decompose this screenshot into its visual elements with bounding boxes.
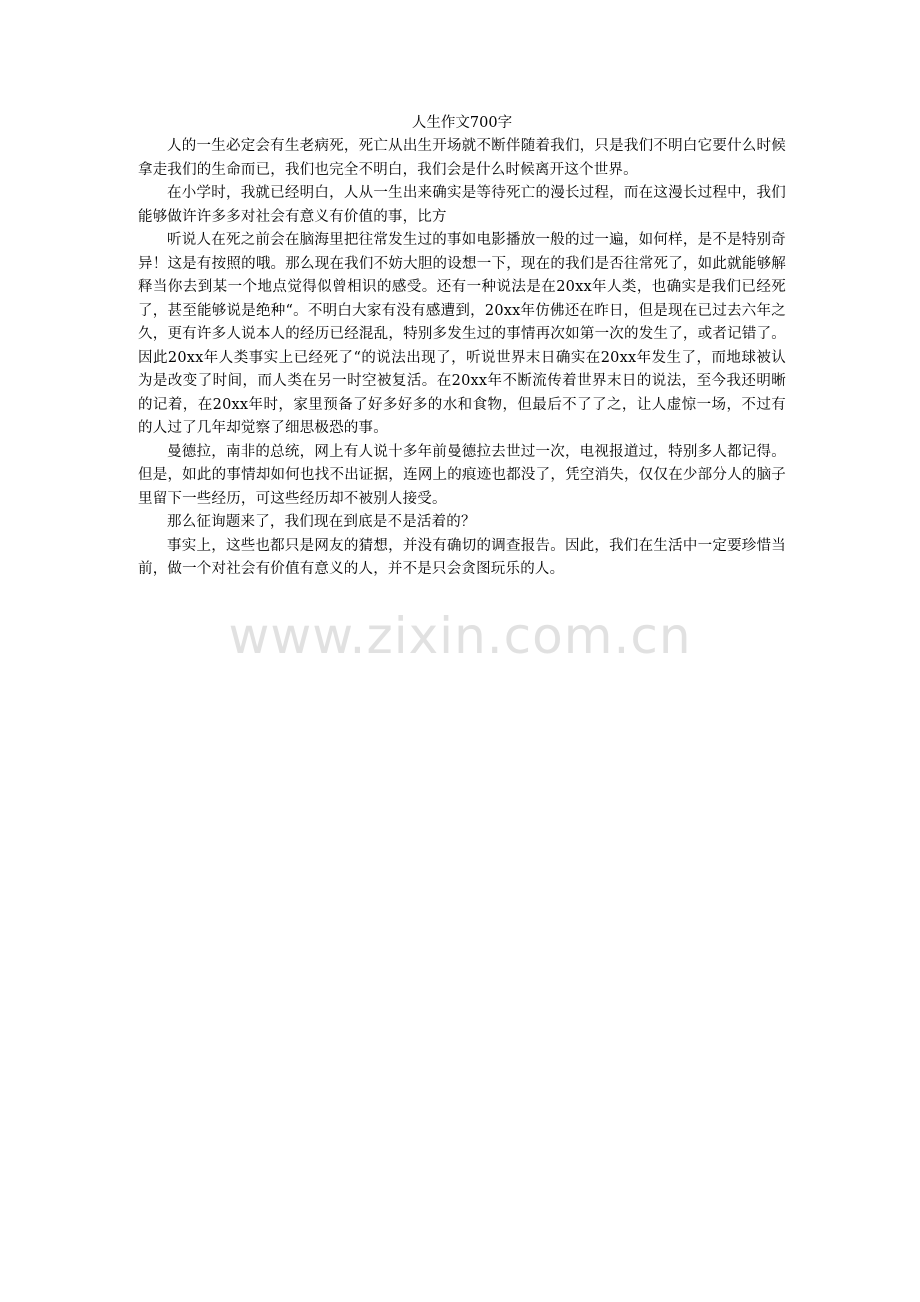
watermark: www.zixin.com.cn (228, 607, 692, 665)
document-body (138, 112, 786, 582)
paragraph-1: 人的一生必定会有生老病死，死亡从出生开场就不断伴随着我们，只是我们不明白它要什么时候拿走我们的生命而已，我们也完全不明白，我们会是什么时候离开这个世界。 (138, 138, 786, 178)
paragraph-2: 在小学时，我就已经明白，人从一生出来确实是等待死亡的漫长过程，而在这漫长过程中，我们能够做许许多多对社会有意义有价值的事，比方 (138, 185, 786, 225)
document-title: 人生作文700字 (411, 115, 513, 131)
paragraph-3: 听说人在死之前会在脑海里把往常发生过的事如电影播放一般的过一遍，如何样，是不是特别奇异！这是有按照的哦。那么现在我们不妨大胆的设想一下，现在的我们是否往常死了，如此就能够解释当你去到某一个地点觉得似曾相识的感受。还有一种说法是在20xx年人类，也确实是我们已经死了，甚至能够说是绝种“。不明白大家有没有感遭到，20xx年仿佛还在昨日，但是现在已过去六年之久，更有许多人说本人的经历已经混乱，特别多发生过的事情再次如第一次的发生了，或者记错了。因此20xx年人类事实上已经死了“的说法出现了，听说世界末日确实在20xx年发生了，而地球被认为是改变了时间，而人类在另一时空被复活。在20xx年不断流传着世界末日的说法，至今我还明晰的记着，在20xx年时，家里预备了好多好多的水和食物，但最后不了了之，让人虚惊一场，不过有的人过了几年却觉察了细思极恐的事。 (138, 232, 786, 436)
paragraph-5: 那么征询题来了，我们现在到底是不是活着的？ (167, 514, 476, 530)
paragraph-4: 曼德拉，南非的总统，网上有人说十多年前曼德拉去世过一次，电视报道过，特别多人都记得。但是，如此的事情却如何也找不出证据，连网上的痕迹也都没了，凭空消失，仅仅在少部分人的脑子里留下一些经历，可这些经历却不被别人接受。 (138, 443, 786, 507)
paragraph-6: 事实上，这些也都只是网友的猜想，并没有确切的调查报告。因此，我们在生活中一定要珍惜当前，做一个对社会有价值有意义的人，并不是只会贪图玩乐的人。 (138, 537, 786, 577)
